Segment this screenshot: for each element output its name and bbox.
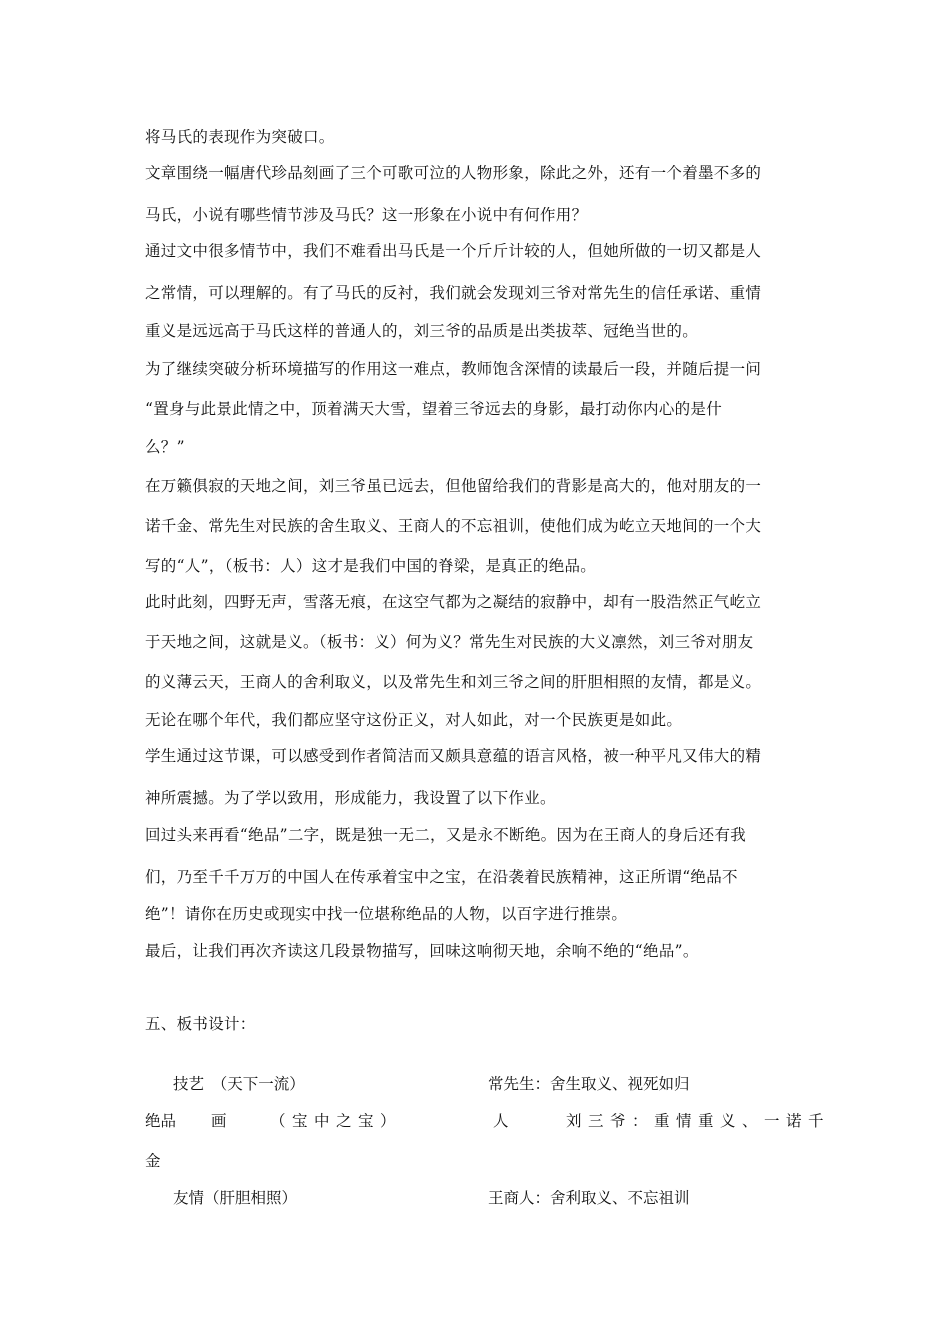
- board-item-liu: 刘三爷：重情重义、一诺千: [566, 1112, 831, 1130]
- board-item-skill: 技艺 （天下一流）: [173, 1075, 305, 1093]
- paragraph-line: 之常情，可以理解的。有了马氏的反衬，我们就会发现刘三爷对常先生的信任承诺、重情: [145, 284, 762, 302]
- paragraph-line: 此时此刻，四野无声，雪落无痕，在这空气都为之凝结的寂静中，却有一股浩然正气屹立: [145, 593, 762, 611]
- paragraph-line: 们，乃至千千万万的中国人在传承着宝中之宝，在沿袭着民族精神，这正所谓“绝品不: [145, 868, 738, 886]
- paragraph-line: 将马氏的表现作为突破口。: [145, 128, 335, 146]
- paragraph-line: 写的“人”，（板书：人）这才是我们中国的脊梁，是真正的绝品。: [145, 557, 597, 575]
- paragraph-line: 诺千金、常先生对民族的舍生取义、王商人的不忘祖训，使他们成为屹立天地间的一个大: [145, 517, 762, 535]
- paragraph-line: 的义薄云天，王商人的舍利取义，以及常先生和刘三爷之间的肝胆相照的友情，都是义。: [145, 673, 762, 691]
- paragraph-line: 于天地之间，这就是义。（板书：义）何为义？常先生对民族的大义凛然，刘三爷对朋友: [145, 633, 754, 651]
- board-item-person: 人: [493, 1112, 509, 1130]
- paragraph-line: 最后，让我们再次齐读这几段景物描写，回味这响彻天地，余响不绝的“绝品”。: [145, 942, 699, 960]
- board-item-friendship: 友情（肝胆相照）: [173, 1189, 298, 1207]
- paragraph-line: 么？”: [145, 438, 185, 456]
- board-item-chang: 常先生：舍生取义、视死如归: [488, 1075, 690, 1093]
- paragraph-line: 通过文中很多情节中，我们不难看出马氏是一个斤斤计较的人，但她所做的一切又都是人: [145, 242, 762, 260]
- paragraph-line: 无论在哪个年代，我们都应坚守这份正义，对人如此，对一个民族更是如此。: [145, 711, 683, 729]
- paragraph-line: 学生通过这节课，可以感受到作者简洁而又颇具意蕴的语言风格，被一种平凡又伟大的精: [145, 747, 762, 765]
- section-title: 五、板书设计：: [145, 1015, 256, 1033]
- paragraph-line: 重义是远远高于马氏这样的普通人的，刘三爷的品质是出类拔萃、冠绝当世的。: [145, 322, 699, 340]
- paragraph-line: 为了继续突破分析环境描写的作用这一难点，教师饱含深情的读最后一段，并随后提一问: [145, 360, 762, 378]
- board-item-painting: 画: [211, 1112, 227, 1130]
- paragraph-line: 回过头来再看“绝品”二字，既是独一无二，又是永不断绝。因为在王商人的身后还有我: [145, 826, 747, 844]
- board-item-wang: 王商人：舍利取义、不忘祖训: [488, 1189, 690, 1207]
- paragraph-line: 神所震撼。为了学以致用，形成能力，我设置了以下作业。: [145, 789, 556, 807]
- paragraph-line: 马氏，小说有哪些情节涉及马氏？这一形象在小说中有何作用？: [145, 206, 588, 224]
- paragraph-line: 绝”！请你在历史或现实中找一位堪称绝品的人物，以百字进行推崇。: [145, 905, 628, 923]
- paragraph-line: 在万籁俱寂的天地之间，刘三爷虽已远去，但他留给我们的背影是高大的，他对朋友的一: [145, 477, 762, 495]
- board-item-treasure: （宝中之宝）: [270, 1112, 403, 1130]
- paragraph-line: 文章围绕一幅唐代珍品刻画了三个可歌可泣的人物形象，除此之外，还有一个着墨不多的: [145, 164, 762, 182]
- board-item-liu-wrap: 金: [145, 1152, 161, 1170]
- paragraph-line: “置身与此景此情之中，顶着满天大雪，望着三爷远去的身影，最打动你内心的是什: [145, 400, 723, 418]
- board-item-jueping: 绝品: [145, 1112, 177, 1130]
